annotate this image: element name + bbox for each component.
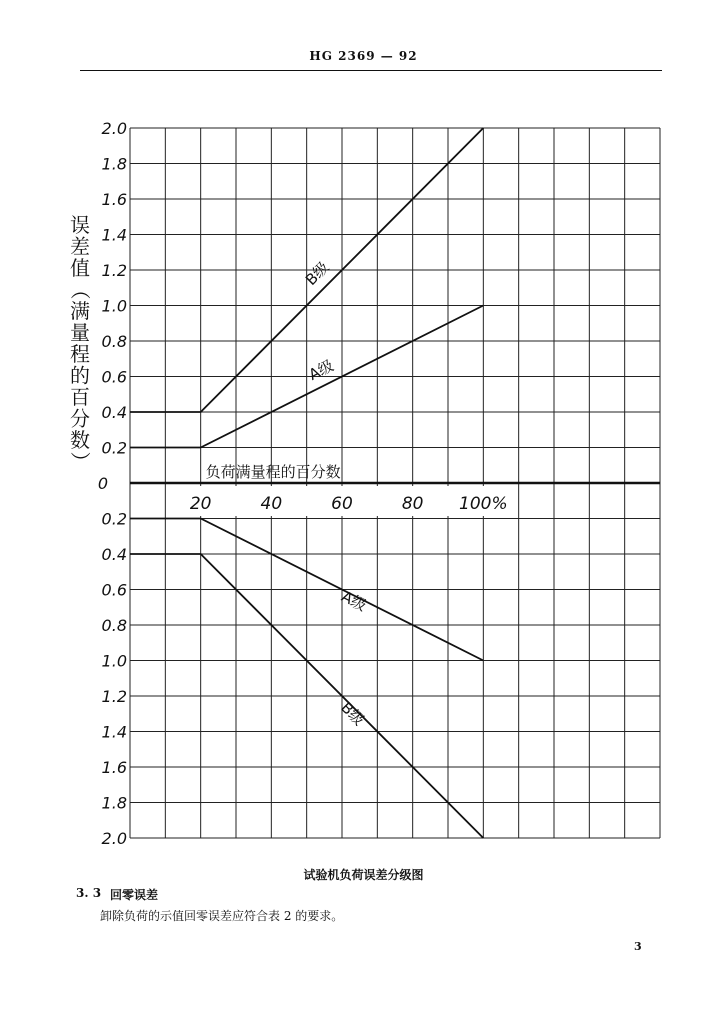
y-tick-label: 1.8 — [101, 154, 127, 174]
figure-caption: 试验机负荷误差分级图 — [303, 868, 424, 882]
y-tick-label: 1.2 — [101, 261, 127, 280]
x-tick-label: 60 — [331, 494, 353, 514]
x-axis-label: 负荷满量程的百分数 — [205, 463, 341, 481]
y-axis-label-char: 满 — [70, 299, 90, 323]
y-tick-zero: 0 — [97, 474, 108, 493]
y-tick-label: 2.0 — [101, 829, 127, 848]
x-tick-label: 20 — [189, 494, 212, 514]
series-label: B级 — [337, 698, 368, 730]
series-label: A级 — [338, 587, 370, 615]
section-text: 卸除负荷的示值回零误差应符合表 2 的要求。 — [100, 909, 344, 923]
y-axis-label-char: 分 — [70, 406, 90, 431]
y-tick-label: 1.0 — [101, 651, 127, 671]
y-tick-label: 1.6 — [101, 190, 127, 209]
chart-grid — [130, 128, 660, 838]
y-tick-label: 0.4 — [101, 403, 127, 422]
x-tick-label: 40 — [260, 494, 283, 514]
y-tick-label: 0.8 — [101, 332, 127, 351]
y-axis-label-char: 百 — [70, 385, 90, 409]
y-axis-label-char: 差 — [70, 234, 90, 259]
page-number: 3 — [634, 940, 642, 953]
y-tick-label: 0.2 — [101, 509, 127, 529]
y-tick-label: 1.2 — [101, 687, 127, 706]
y-tick-label: 1.6 — [101, 758, 127, 777]
y-axis-label-char: 数 — [70, 428, 90, 452]
section-title: 回零误差 — [110, 888, 159, 902]
y-tick-label: 0.8 — [101, 616, 127, 635]
y-tick-label: 1.8 — [101, 793, 127, 813]
y-tick-label: 2.0 — [101, 119, 127, 138]
y-tick-label: 1.4 — [101, 722, 127, 742]
y-axis-label-char: 程 — [70, 342, 90, 366]
series-label: A级 — [305, 356, 337, 384]
y-axis-label-char: 值 — [70, 256, 90, 280]
section-number: 3. 3 — [76, 886, 102, 900]
y-axis-label-char: 量 — [70, 320, 90, 345]
y-axis-label-char: （ — [68, 279, 92, 300]
y-axis-label-char: ） — [68, 451, 92, 472]
y-axis-label-char: 的 — [70, 363, 90, 388]
x-tick-label: 80 — [401, 494, 424, 514]
header-title: HG 2369 — 92 — [309, 49, 418, 63]
y-tick-label: 1.4 — [101, 225, 127, 245]
y-tick-label: 0.2 — [101, 438, 127, 458]
y-tick-label: 0.6 — [101, 580, 127, 600]
y-tick-label: 0.4 — [101, 545, 127, 564]
y-axis-label-char: 误 — [70, 213, 90, 237]
y-tick-label: 1.0 — [101, 296, 127, 316]
y-tick-label: 0.6 — [101, 367, 127, 387]
series-label: B级 — [301, 258, 333, 289]
x-tick-label: 100% — [459, 494, 508, 514]
